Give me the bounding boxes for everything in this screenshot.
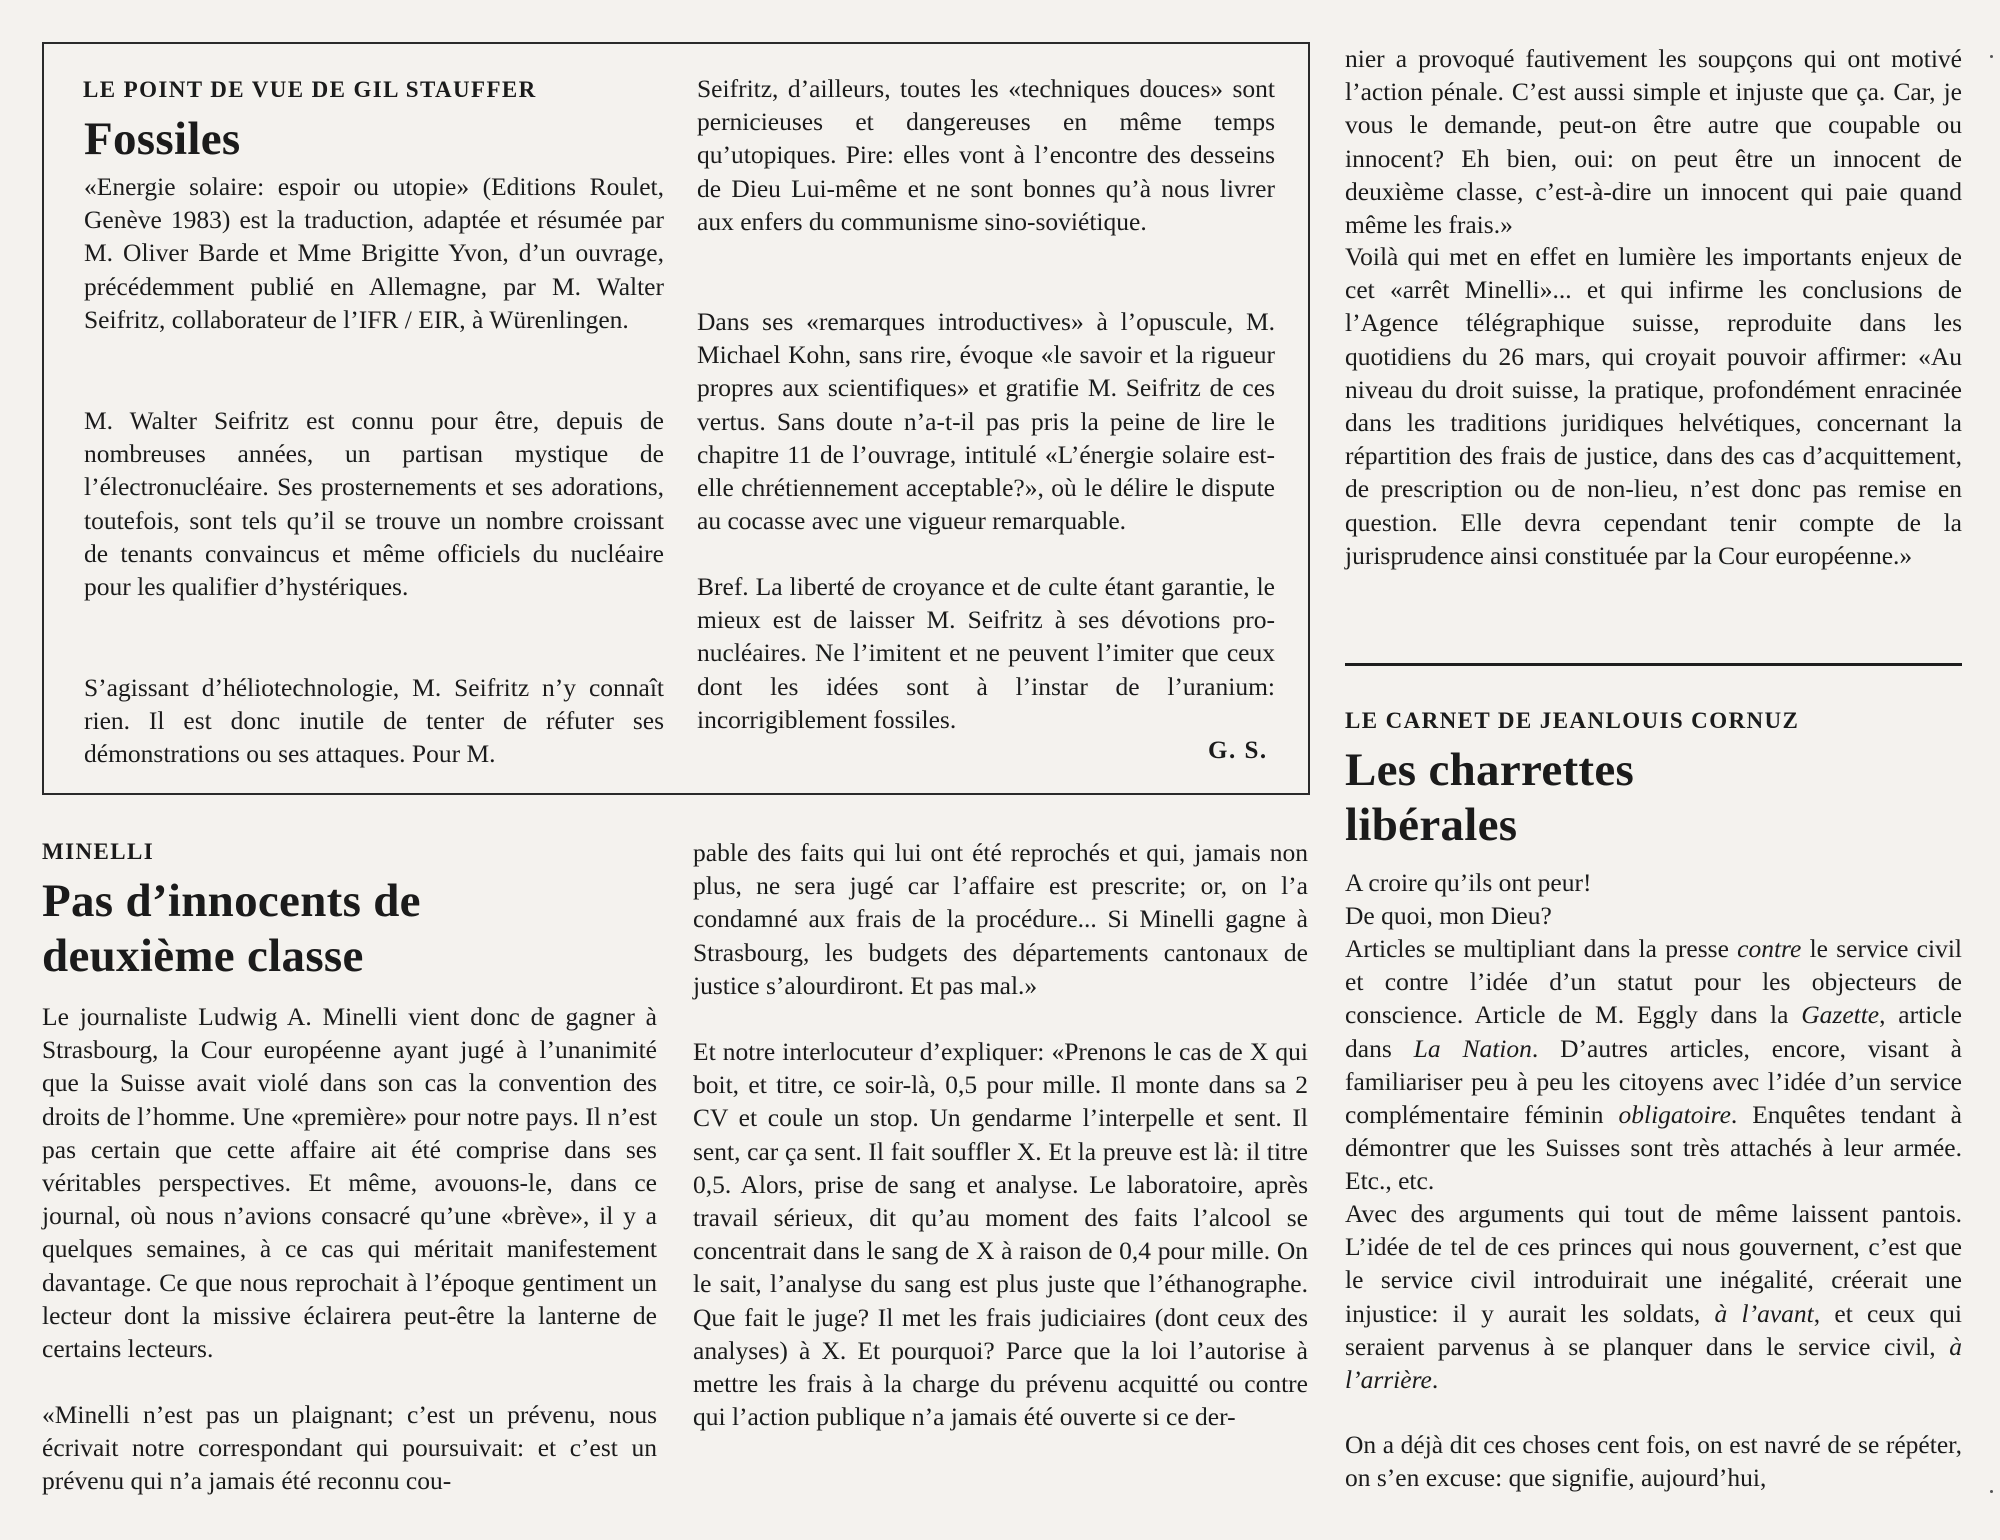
cornuz-line-2: De quoi, mon Dieu? — [1345, 901, 1552, 930]
minelli-paragraph-6: Voilà qui met en effet en lumière les importants enjeux de cet «arrêt Minelli»... et qui infirme les conclusions de l’Agence télégraphique suisse, reproduite dans les quotidiens du 26 mars, qui croyait pouvoir affirmer: «Au niveau du droit suisse, la pratique, profondément enracinée dans les traditions juridiques helvétiques, concernant la répartition des frais de justice, dans des cas d’acquittement, de prescription ou de non-lieu, n’est donc pas remise en question. Elle devra cependant tenir compte de la jurisprudence ainsi constituée par la Cour européenne.» — [1345, 242, 1962, 570]
box-paragraph-1: «Energie solaire: espoir ou utopie» (Editions Roulet, Genève 1983) est la traduction, adaptée et résumée par M. Oliver Barde et Mme Brigitte Yvon, d’un ouvrage, précédemment publié en Allemagne, par M. Walter Seifritz, collaborateur de l’IFR / EIR, à Würenlingen. — [84, 172, 664, 334]
box-paragraph-6: Bref. La liberté de croyance et de culte étant garantie, le mieux est de laisser M. Seifritz à ses dévotions pro-nucléaires. Ne l’imitent et ne peuvent l’imiter que ceux dont les idées sont à l’instar de l’uranium: incorrigiblement fossiles. — [697, 572, 1275, 734]
minelli-paragraph-5: nier a provoqué fautivement les soupçons qui ont motivé l’action pénale. C’est aussi simple et injuste que ça. Car, je vous le demande, peut-on être autre que coupable ou innocent? Eh bien, oui: on peut être un innocent de deuxième classe, c’est-à-dire un innocent qui paie quand même les frais.» — [1345, 44, 1962, 240]
cornuz-kicker: LE CARNET DE JEANLOUIS CORNUZ — [1345, 708, 1800, 733]
minelli-paragraph-1: Le journaliste Ludwig A. Minelli vient donc de gagner à Strasbourg, la Cour européenne ayant jugé à l’unanimité que la Suisse avait violé dans son cas la convention des droits de l’homme. Une «première» pour notre pays. Il n’est pas certain que cette affaire ait été comprise dans ses véritables perspectives. Et même, avouons-le, dans ce journal, où nous n’avions consacré qu’une «brève», il y a quelques semaines, à ce cas qui méritait manifestement davantage. Ce que nous reprochait à l’époque gentiment un lecteur dont la missive éclairera peut-être la lanterne de certains lecteurs. — [42, 1002, 657, 1364]
cornuz-title-line-1: Les charrettes — [1345, 744, 1635, 796]
cornuz-paragraph-5: On a déjà dit ces choses cent fois, on est navré de se répéter, on s’en excuse: que signifie, aujourd’hui, — [1345, 1430, 1962, 1493]
print-speck — [1990, 55, 1993, 58]
cornuz-paragraph-3: Articles se multipliant dans la presse contre le service civil et contre l’idée d’un statut pour les objecteurs de conscience. Article de M. Eggly dans la Gazette, article dans La Nation. D’autres articles, encore, visant à familiariser peu à peu les citoyens avec l’idée d’un service complémentaire féminin obligatoire. Enquêtes tendant à démontrer que les Suisses sont très attachés à leur armée. Etc., etc. — [1345, 934, 1963, 1196]
minelli-kicker: MINELLI — [42, 839, 155, 864]
box-kicker: LE POINT DE VUE DE GIL STAUFFER — [83, 77, 537, 102]
box-paragraph-2: M. Walter Seifritz est connu pour être, depuis de nombreuses années, un partisan mystique de l’électronucléaire. Ses prosternements et ses adorations, toutefois, sont tels qu’il se trouve un nombre croissant de tenants convaincus et même officiels du nucléaire pour les qualifier d’hystériques. — [84, 406, 664, 602]
cornuz-line-1: A croire qu’ils ont peur! — [1345, 868, 1592, 897]
box-paragraph-3: S’agissant d’héliotechnologie, M. Seifritz n’y connaît rien. Il est donc inutile de tenter de réfuter ses démonstrations ou ses attaques. Pour M. — [84, 673, 664, 769]
minelli-paragraph-2: «Minelli n’est pas un plaignant; c’est un prévenu, nous écrivait notre correspondant qui poursuivait: et c’est un prévenu qui n’a jamais été reconnu cou- — [42, 1400, 657, 1496]
minelli-paragraph-4: Et notre interlocuteur d’expliquer: «Prenons le cas de X qui boit, et titre, ce soir-là, 0,5 pour mille. Il monte dans sa 2 CV et coule un stop. Un gendarme l’interpelle et sent. Il sent, car ça sent. Il fait souffler X. Et la preuve est là: il titre 0,5. Alors, prise de sang et analyse. Le laboratoire, après travail sérieux, dit qu’au moment des faits l’alcool se concentrait dans le sang de X à raison de 0,4 pour mille. On le sait, l’analyse du sang est plus juste que l’éthanographe. Que fait le juge? Il met les frais judiciaires (dont ceux des analyses) à X. Et pourquoi? Parce que la loi l’autorise à mettre les frais à la charge du prévenu acquitté ou contre qui l’action publique n’a jamais été ouverte si ce der- — [693, 1037, 1308, 1432]
cornuz-paragraph-4: Avec des arguments qui tout de même laissent pantois. L’idée de tel de ces princes qui nous gouvernent, c’est que le service civil introduirait une inégalité, créerait une injustice: il y aurait les soldats, à l’avant, et ceux qui seraient parvenus à se planquer dans le service civil, à l’arrière. — [1345, 1199, 1963, 1395]
box-paragraph-4: Seifritz, d’ailleurs, toutes les «techniques douces» sont pernicieuses et dangereuses en même temps qu’utopiques. Pire: elles vont à l’encontre des desseins de Dieu Lui-même et ne sont bonnes qu’à nous livrer aux enfers du communisme sino-soviétique. — [697, 74, 1275, 236]
minelli-paragraph-3: pable des faits qui lui ont été reprochés et qui, jamais non plus, ne sera jugé car l’affaire est prescrite; or, on l’a condamné aux frais de la procédure... Si Minelli gagne à Strasbourg, les budgets des départements cantonaux de justice s’alourdiront. Et pas mal.» — [693, 838, 1308, 1000]
box-paragraph-5: Dans ses «remarques introductives» à l’opuscule, M. Michael Kohn, sans rire, évoque «le savoir et la rigueur propres aux scientifiques» et gratifie M. Seifritz de ces vertus. Sans doute n’a-t-il pas pris la peine de lire le chapitre 11 de l’ouvrage, intitulé «L’énergie solaire est-elle chrétiennement acceptable?», où le délire le dispute au cocasse avec une vigueur remarquable. — [697, 307, 1275, 536]
cornuz-title-line-2: libérales — [1345, 799, 1518, 851]
print-speck — [1990, 1490, 1993, 1493]
box-signature: G. S. — [1208, 737, 1268, 764]
section-divider — [1345, 663, 1962, 666]
box-title: Fossiles — [84, 113, 241, 165]
minelli-title: Pas d’innocents de deuxième classe — [42, 875, 421, 982]
